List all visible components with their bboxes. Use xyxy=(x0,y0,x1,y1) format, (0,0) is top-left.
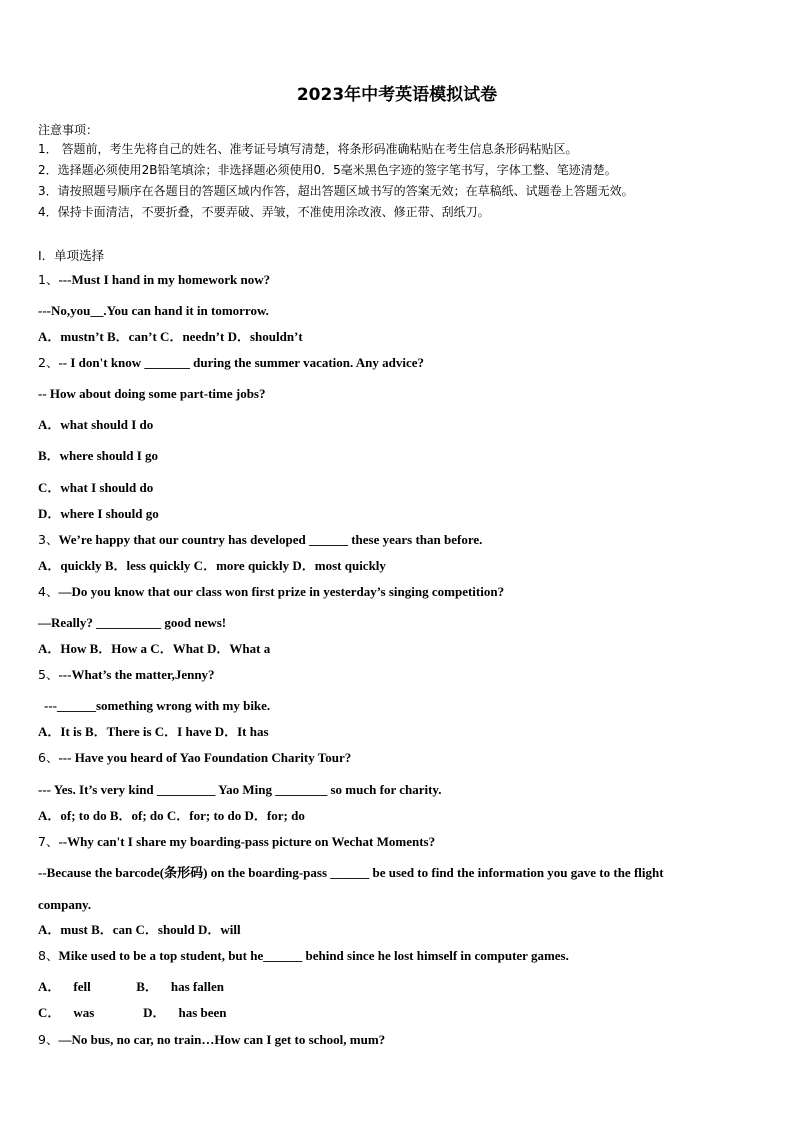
question-3-options: A．quickly B．less quickly C．more quickly D．most quickly xyxy=(38,558,386,573)
notice-item: 4．保持卡面清洁，不要折叠，不要弄破、弄皱，不准使用涂改液、修正带、刮纸刀。 xyxy=(38,205,490,219)
question-number: 6、 xyxy=(38,750,59,765)
question-2-option-b: B．where should I go xyxy=(38,448,159,463)
question-5-options: A．It is B．There is C．I have D．It has xyxy=(38,724,269,739)
question-7-stem: 7、--Why can't I share my boarding-pass picture on Wechat Moments? xyxy=(38,834,436,849)
question-4-options: A．How B．How a C．What D．What a xyxy=(38,641,271,656)
question-7-line: --Because the barcode(条形码) on the boarding-pass ______ be used to find the information you gave to the flight xyxy=(38,865,664,880)
question-2-line: -- How about doing some part-time jobs? xyxy=(38,386,266,401)
question-4-line: —Really? __________ good news! xyxy=(38,615,227,630)
question-1-stem: 1、---Must I hand in my homework now? xyxy=(38,272,271,287)
question-2-stem: 2、-- I don't know _______ during the summer vacation. Any advice? xyxy=(38,355,425,370)
question-6-line: --- Yes. It’s very kind _________ Yao Ming ________ so much for charity. xyxy=(38,782,442,797)
question-2-option-c: C．what I should do xyxy=(38,480,154,495)
notice-item: 3．请按照题号顺序在各题目的答题区域内作答，超出答题区域书写的答案无效；在草稿纸、试题卷上答题无效。 xyxy=(38,184,634,198)
question-8-stem: 8、Mike used to be a top student, but he______ behind since he lost himself in computer games. xyxy=(38,948,569,963)
question-5-stem: 5、---What’s the matter,Jenny? xyxy=(38,667,215,682)
question-3-stem: 3、We’re happy that our country has developed ______ these years than before. xyxy=(38,532,483,547)
notice-heading: 注意事项： xyxy=(38,123,99,137)
question-2-option-a: A．what should I do xyxy=(38,417,154,432)
question-5-line: ---______something wrong with my bike. xyxy=(44,698,271,713)
question-6-stem: 6、--- Have you heard of Yao Foundation Charity Tour? xyxy=(38,750,352,765)
question-number: 5、 xyxy=(38,667,59,682)
question-number: 9、 xyxy=(38,1032,59,1047)
question-number: 8、 xyxy=(38,948,59,963)
question-number: 4、 xyxy=(38,584,59,599)
question-6-options: A．of; to do B．of; do C．for; to do D．for; do xyxy=(38,808,305,823)
question-8-options-ab: A． fell B． has fallen xyxy=(38,979,224,994)
question-number: 7、 xyxy=(38,834,59,849)
page-title: 2023年中考英语模拟试卷 xyxy=(296,85,498,105)
question-number: 3、 xyxy=(38,532,59,547)
question-7-line: company. xyxy=(38,897,92,912)
notice-item: 2．选择题必须使用2B铅笔填涂；非选择题必须使用0．5毫米黑色字迹的签字笔书写，字体工整、笔迹清楚。 xyxy=(38,163,617,177)
question-1-options: A．mustn’t B．can’t C．needn’t D．shouldn’t xyxy=(38,329,303,344)
question-8-options-cd: C． was D． has been xyxy=(38,1005,227,1020)
question-2-option-d: D．where I should go xyxy=(38,506,159,521)
question-7-options: A．must B．can C．should D．will xyxy=(38,922,241,937)
section-title: Ⅰ．单项选择 xyxy=(38,248,105,263)
question-number: 2、 xyxy=(38,355,59,370)
question-4-stem: 4、—Do you know that our class won first prize in yesterday’s singing competition? xyxy=(38,584,505,599)
question-9-stem: 9、—No bus, no car, no train…How can I get to school, mum? xyxy=(38,1032,386,1047)
question-number: 1、 xyxy=(38,272,59,287)
notice-item: 1． 答题前，考生先将自己的姓名、准考证号填写清楚，将条形码准确粘贴在考生信息条形码粘贴区。 xyxy=(38,142,578,156)
question-1-line: ---No,you__.You can hand it in tomorrow. xyxy=(38,303,269,318)
